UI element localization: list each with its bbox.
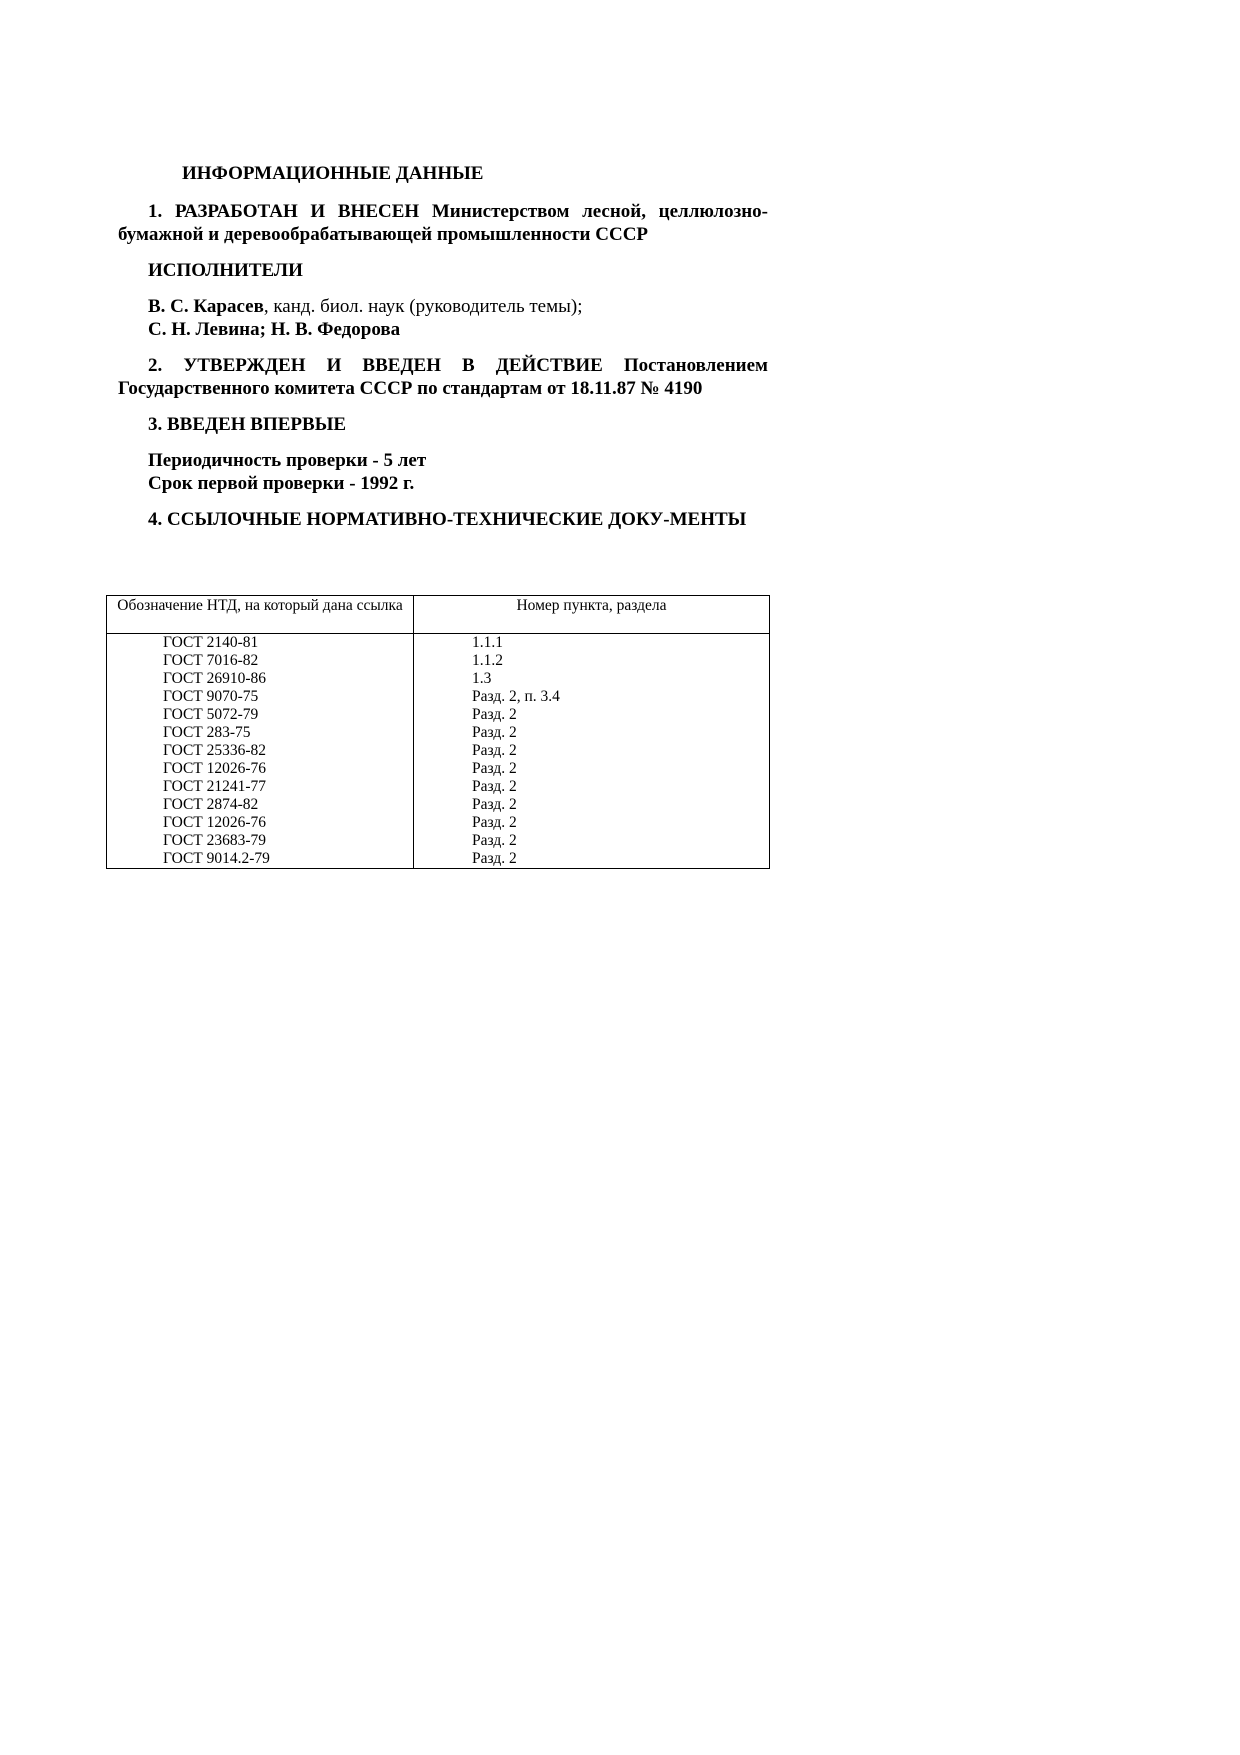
table-cell-document: ГОСТ 21241-77 bbox=[107, 778, 414, 796]
table-cell-document: ГОСТ 283-75 bbox=[107, 724, 414, 742]
table-row bbox=[107, 652, 770, 670]
table-cell-section: 1.1.2 bbox=[414, 652, 770, 670]
document-page bbox=[118, 162, 768, 544]
item-4-references: 4. ССЫЛОЧНЫЕ НОРМАТИВНО-ТЕХНИЧЕСКИЕ ДОКУ-МЕНТЫ bbox=[148, 509, 747, 530]
table-cell-document: ГОСТ 2140-81 bbox=[107, 634, 414, 653]
table-header-row bbox=[107, 596, 770, 634]
table-header-section: Номер пункта, раздела bbox=[414, 596, 770, 634]
table-row bbox=[107, 670, 770, 688]
table-row bbox=[107, 634, 770, 653]
table-cell-document: ГОСТ 12026-76 bbox=[107, 760, 414, 778]
table-cell-document: ГОСТ 9014.2-79 bbox=[107, 850, 414, 869]
table-row bbox=[107, 814, 770, 832]
table-cell-section: Разд. 2, п. 3.4 bbox=[414, 688, 770, 706]
review-periodicity: Периодичность проверки - 5 лет bbox=[148, 450, 427, 471]
table-cell-document: ГОСТ 7016-82 bbox=[107, 652, 414, 670]
table-header-document: Обозначение НТД, на который дана ссылка bbox=[107, 596, 414, 634]
item-2-approved: 2. УТВЕРЖДЕН И ВВЕДЕН В ДЕЙСТВИЕ Постановлением Государственного комитета СССР по стандартам от 18.11.87 № 4190 bbox=[118, 355, 768, 399]
table-cell-section: Разд. 2 bbox=[414, 724, 770, 742]
document-title: ИНФОРМАЦИОННЫЕ ДАННЫЕ bbox=[182, 163, 484, 184]
table-cell-section: 1.3 bbox=[414, 670, 770, 688]
table-row bbox=[107, 832, 770, 850]
table-cell-document: ГОСТ 23683-79 bbox=[107, 832, 414, 850]
table-cell-document: ГОСТ 26910-86 bbox=[107, 670, 414, 688]
table-cell-document: ГОСТ 9070-75 bbox=[107, 688, 414, 706]
table-cell-section: Разд. 2 bbox=[414, 814, 770, 832]
table-row bbox=[107, 778, 770, 796]
table-body bbox=[107, 634, 770, 869]
review-info bbox=[118, 449, 768, 495]
table-row bbox=[107, 742, 770, 760]
table-row bbox=[107, 796, 770, 814]
item-1-developed-by: 1. РАЗРАБОТАН И ВНЕСЕН Министерством лесной, целлюлозно-бумажной и деревообрабатывающей промышленности СССР bbox=[118, 201, 768, 245]
table-row bbox=[107, 706, 770, 724]
table-cell-section: Разд. 2 bbox=[414, 742, 770, 760]
table-row bbox=[107, 760, 770, 778]
table-cell-document: ГОСТ 2874-82 bbox=[107, 796, 414, 814]
review-first-date: Срок первой проверки - 1992 г. bbox=[148, 473, 415, 494]
table-cell-document: ГОСТ 25336-82 bbox=[107, 742, 414, 760]
table-cell-section: Разд. 2 bbox=[414, 778, 770, 796]
table-cell-section: Разд. 2 bbox=[414, 706, 770, 724]
reference-documents-table bbox=[106, 595, 770, 869]
table-row bbox=[107, 724, 770, 742]
table-row bbox=[107, 850, 770, 869]
table-cell-section: Разд. 2 bbox=[414, 850, 770, 869]
performers-list bbox=[118, 295, 768, 341]
table-cell-document: ГОСТ 12026-76 bbox=[107, 814, 414, 832]
table-cell-section: Разд. 2 bbox=[414, 832, 770, 850]
table-cell-section: 1.1.1 bbox=[414, 634, 770, 653]
table-cell-section: Разд. 2 bbox=[414, 796, 770, 814]
performer-lead-role: , канд. биол. наук (руководитель темы); bbox=[263, 296, 583, 317]
performer-others: С. Н. Левина; Н. В. Федорова bbox=[148, 319, 401, 340]
item-3-introduced: 3. ВВЕДЕН ВПЕРВЫЕ bbox=[148, 414, 347, 435]
table-cell-document: ГОСТ 5072-79 bbox=[107, 706, 414, 724]
performers-heading: ИСПОЛНИТЕЛИ bbox=[148, 260, 303, 281]
table-cell-section: Разд. 2 bbox=[414, 760, 770, 778]
table-row bbox=[107, 688, 770, 706]
performer-lead-name: В. С. Карасев bbox=[148, 296, 264, 317]
performer-lead bbox=[148, 295, 768, 318]
